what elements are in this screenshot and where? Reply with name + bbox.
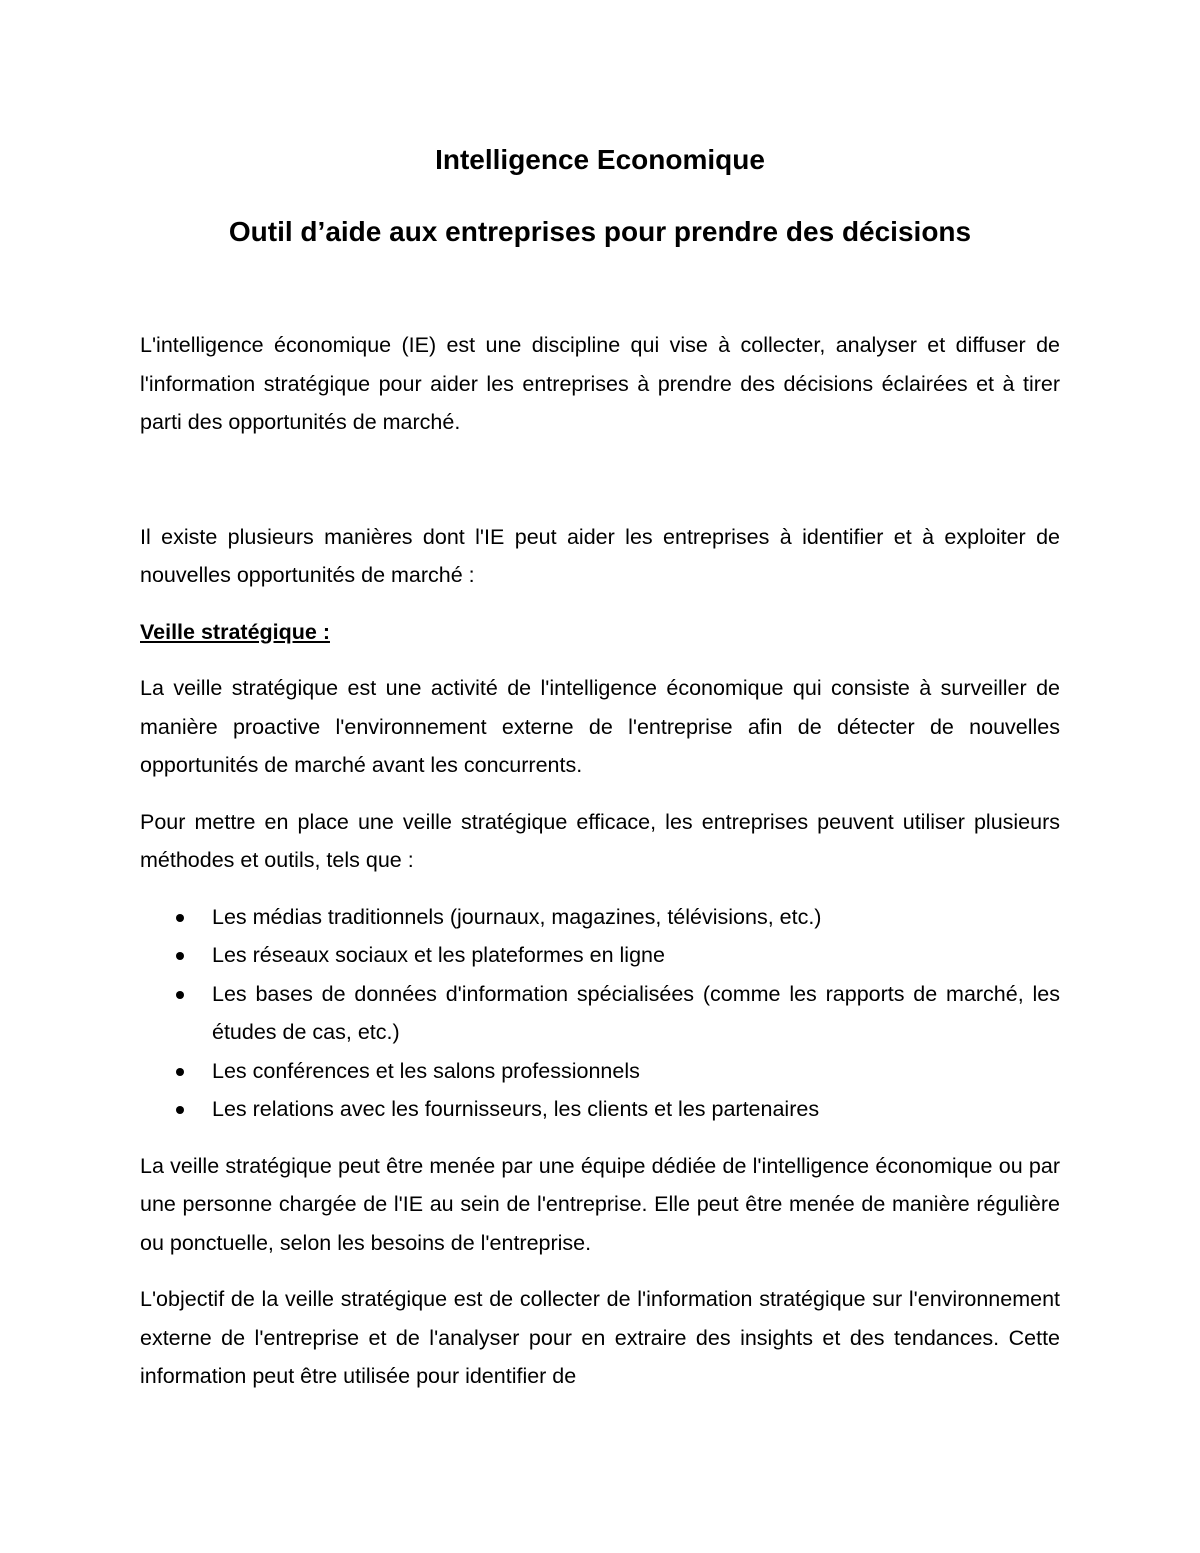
paragraph-objectif: L'objectif de la veille stratégique est de collecter de l'information stratégique sur l'environnement externe de l'entreprise et de l'analyser pour en extraire des insights et des tendances. Cette information peut être utilisée pour identifier de (140, 1287, 1060, 1388)
bullet-list-methods (140, 898, 1060, 1129)
section-heading-veille: Veille stratégique : (140, 619, 330, 644)
paragraph-intro: L'intelligence économique (IE) est une discipline qui vise à collecter, analyser et diffuser de l'information stratégique pour aider les entreprises à prendre des décisions éclairées et à tirer parti des opportunités de marché. (140, 333, 1060, 434)
list-item-text: Les médias traditionnels (journaux, magazines, télévisions, etc.) (212, 904, 822, 929)
list-item (140, 936, 1060, 975)
document-subtitle: Outil d’aide aux entreprises pour prendre des décisions (228, 216, 972, 247)
list-item-text: Les réseaux sociaux et les plateformes en ligne (212, 943, 665, 967)
bullet-icon (176, 991, 184, 999)
paragraph-opportunities: Il existe plusieurs manières dont l'IE peut aider les entreprises à identifier et à exploiter de nouvelles opportunités de marché : (140, 524, 1060, 587)
bullet-icon (176, 952, 184, 960)
list-item-text: Les bases de données d'information spécialisées (comme les rapports de marché, les études de cas, etc.) (212, 981, 1060, 1044)
list-item (140, 898, 1060, 937)
bullet-icon (176, 914, 184, 922)
list-item (140, 1052, 1060, 1091)
document-body (140, 140, 1060, 1396)
bullet-icon (176, 1068, 184, 1076)
paragraph-methods-intro: Pour mettre en place une veille stratégique efficace, les entreprises peuvent utiliser plusieurs méthodes et outils, tels que : (140, 809, 1060, 872)
paragraph-equipe: La veille stratégique peut être menée par une équipe dédiée de l'intelligence économique ou par une personne chargée de l'IE au sein de l'entreprise. Elle peut être menée de manière régulière ou ponctuelle, selon les besoins de l'entreprise. (140, 1153, 1060, 1255)
document-title: Intelligence Economique (435, 144, 765, 175)
list-item-text: Les relations avec les fournisseurs, les clients et les partenaires (212, 1097, 820, 1121)
list-item (140, 1090, 1060, 1129)
list-item-text: Les conférences et les salons professionnels (212, 1058, 640, 1083)
list-item (140, 975, 1060, 1052)
bullet-icon (176, 1106, 184, 1114)
paragraph-veille-definition: La veille stratégique est une activité de l'intelligence économique qui consiste à surveiller de manière proactive l'environnement externe de l'entreprise afin de détecter de nouvelles opportunités de marché avant les concurrents. (140, 676, 1060, 777)
